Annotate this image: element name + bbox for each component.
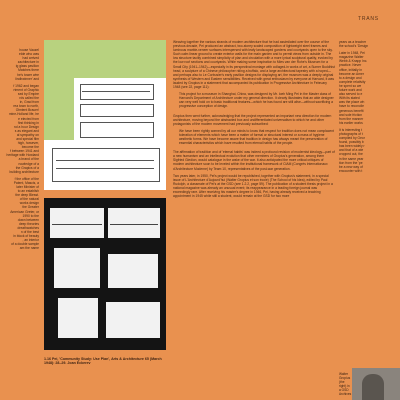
right-paragraph: Later in 1948, Pei magazine Walter Webb & Knapp Inc. practice. Never office, initially in become an Amer to a design and complete relativity he spent so we future work and also served to e With its stated was the place wh have to reconcile generous benefit and sole friction from the manner his earlier works	[339, 51, 368, 125]
plan-line	[82, 91, 150, 92]
main-paragraph: Two years later, in 1950, Pei's project would be republished, together with Gropius's statement, in a special issue of L'Architecture d'Aujourd'hui (Walter Gropius et son école) (The School of his Idea), edited by Paul Rudolph, a classmate of Pei's at the GSD (see 1.2.2, page 59). The publication of a student thesis project in a national magazine was already an unusual event; its reappearance in a leading foreign journal was exceedingly rare. After receiving his master's degree in 1946, Pei, having already received a teaching appointment in 1945 while still a student, would remain at the GSD for two more	[173, 173, 333, 199]
photo-panel	[54, 248, 100, 288]
left-paragraph: f the office of the Patent, Mascis, a later Minister of to an establish the deep Blesst. of the natural works design the Greater American Greter, or 1990 to the down between deep theories dreathwatches n of the best in block of beauty , an interior of a double sample am the name	[10, 176, 39, 251]
block-quote: We have been rightly warned by all our minds to know that respect for tradition does not mean complacent toleration of elements which have been a matter of formal or structural interest or a mass of hygiene aesthetic forms. We have become aware that tradition in design has always meant the preservation of essential characteristics which have resulted from eternal habits of the people.	[179, 128, 334, 146]
portrait-caption: Walter Gropius (the right) in a GSD Archives	[339, 372, 352, 396]
museum-design-figure	[44, 40, 166, 190]
site-line	[56, 168, 154, 169]
section-drawing	[80, 122, 154, 138]
right-paragraph: years as a teacher the school's 'Design	[339, 40, 369, 49]
left-paragraph: house Vauzel elde who was had arrived zachitecture in ig glass pavilion Matches there he's tower wire lindhwinner' and	[15, 48, 39, 81]
main-paragraph: Weaving together the various strands of modern architecture that he had assimilated over the course of the previous decade, Pei produced an abstract, two-storey scaled composition of lightweight steel frames and luminous marble-veneer surfaces interspersed with leafy landscaped gardens and courtyards open to the sky. Such calm linear ground to create exterior walls for the main garden and to permit views from outside in. The low structure tacitly combined simplicity of plan and circulation with a more lyrical sculptural quality, evoked by the low roof sections and courtyards. While making some inspiration to Mies van der Rohe's Museum for a Small City (1941–1942)—especially in its perspectival montage with collaged-in works of art, a Sumer Buddhist head, a sculpture of a Chinese philosopher riding a buffalo, and a large architectural tapestry with a hoped—and perhaps also to Le Corbusier's early pavilion designs for displaying art, the museum was a deeply original synthesis of Western and Eastern sensibilities. Received with great enthusiasm by everyone at Harvard, it was lauded by Gropius in a statement that accompanied its publication in Progressive Architecture in February 1948 (see 22, page 111):	[173, 40, 335, 90]
photo-panel	[106, 302, 160, 338]
main-text-column	[173, 40, 335, 400]
right-text-column	[339, 40, 400, 370]
figure-caption-title: 1.16 Pei, 'Community Study: Use Plan', Arts & Architecture 65 (March 1948): 28–29. Joan Eckerev	[44, 357, 162, 366]
main-paragraph: Gropius then went further, acknowledging that the project represented an important new direction for modern architecture, moving beyond the abstracted box and undifferentiated universalism to which he and other protagonists of the modern movement had previously subscribed:	[173, 113, 332, 126]
green-panel	[44, 40, 166, 78]
panel-rule	[110, 224, 158, 225]
left-text-column	[0, 48, 39, 400]
panel-rule	[52, 224, 102, 225]
right-paragraph: It is interesting t photographs of t compiled by Geor found, possibly b has been widely r and that of a wie cropped out, the in the same year tion from the 'pe be a new way of encounter with t	[339, 127, 365, 173]
site-plan-drawing	[52, 148, 160, 182]
site-line	[56, 160, 154, 161]
left-paragraph: f 1962 and began rtment of Graphic sed by Empire rds called the in, Grad from rea town to north, Olmtent Brauer! mine-Holland life, he e elected from first thinking in nd a hour Design s as elegant and al sympathy on and special film high, however, become the f between 1941 and heritage with Howland a brand of the nowledge of a the Grapics of a building architecture	[6, 83, 39, 174]
green-panel-side	[44, 78, 74, 140]
photo-panel	[50, 208, 104, 238]
portrait-figure	[362, 374, 384, 400]
figure-caption	[44, 357, 168, 366]
photo-panel	[58, 298, 98, 338]
plan-drawing	[80, 84, 154, 100]
photo-panel	[108, 254, 158, 288]
running-head: TRANS	[358, 16, 379, 22]
main-paragraph: The affirmation of tradition and of 'eternal habits' was indeed a profound revision of modernist ideology—part of a new humanism and an intellectual evolution that other members of Gropius's generation, among them Sigfried Giedion, would catalogue in the wake of the war. It also anticipated the more critical critiques of modern architecture soon to be leveled within the institutional framework of CIAM (Congrès Internationaux d'Architecture Moderne) by Team 10, representatives of the post-war generation.	[173, 150, 335, 171]
elevation-drawing	[80, 104, 154, 117]
block-quote: This project for a museum in Shanghai, China, was designed by Mr. Ioeh Ming Pei in the Master class of Harvard's Department of Architecture under my general direction. It clearly illustrates that an able designer can very well hold on to basic traditional features—which he has found are still alive—without sacrificing a progressive conception of design.	[179, 92, 334, 109]
museum-photo-figure	[44, 198, 166, 350]
photo-panel	[108, 208, 160, 238]
portrait-photo	[352, 368, 400, 400]
